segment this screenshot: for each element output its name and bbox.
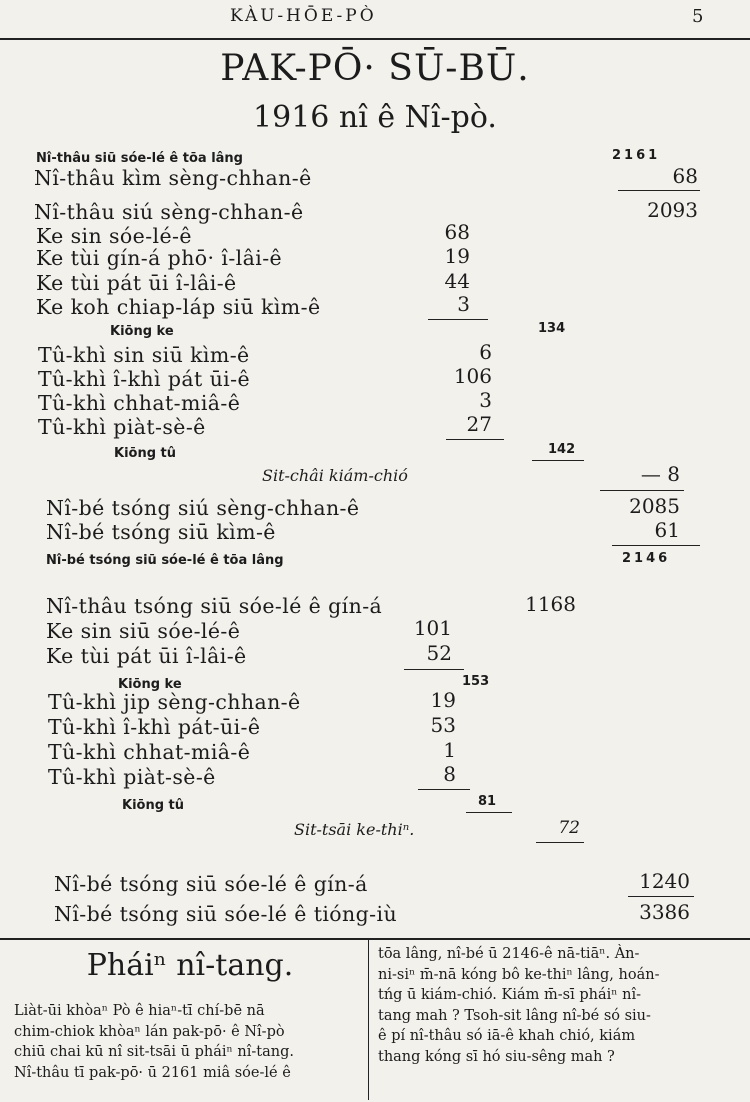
net-value: 72 xyxy=(558,818,580,838)
article-line: tōa lâng, nî-bé ū 2146-ê nā-tiāⁿ. Àn- xyxy=(378,946,640,962)
row-label: Tû-khì chhat-miâ-ê xyxy=(48,740,251,764)
row-value: 2093 xyxy=(647,198,698,222)
row-value: 68 xyxy=(672,164,698,188)
row-label: Tû-khì î-khì pát-ūi-ê xyxy=(48,715,261,739)
net-label: Sit-châi kiám-chió xyxy=(262,466,408,485)
row-label: Ke tùi pát ūi î-lâi-ê xyxy=(46,644,247,668)
row-label: Nî-bé tsóng siū sóe-lé ê tióng-iù xyxy=(54,902,398,926)
row-label: Nî-thâu siū sóe-lé ê tōa lâng xyxy=(36,151,243,166)
row-value: 8 xyxy=(443,762,456,786)
total-label: Nî-bé tsóng siū sóe-lé ê tōa lâng xyxy=(46,553,284,568)
subtotal-label: Kiōng tû xyxy=(114,446,177,461)
sum-rule xyxy=(612,545,700,546)
subtitle: 1916 nî ê Nî-pò. xyxy=(253,100,497,135)
article-line: chiū chai kū nî sit-tsāi ū pháiⁿ nî-tang. xyxy=(14,1044,294,1060)
article-column-right xyxy=(378,944,734,1067)
row-value: 1168 xyxy=(525,592,576,616)
row-value: 1 xyxy=(443,738,456,762)
row-label: Nî-thâu kìm sèng-chhan-ê xyxy=(34,166,312,190)
subtotal-label: Kiōng ke xyxy=(118,677,182,692)
row-value: 101 xyxy=(413,616,452,640)
section-rule xyxy=(0,938,750,940)
row-value: 61 xyxy=(654,518,680,542)
article-line: Nî-thâu tī pak-pō· ū 2161 miâ sóe-lé ê xyxy=(14,1064,291,1081)
sum-rule xyxy=(628,896,694,897)
row-value: 53 xyxy=(430,713,456,737)
row-value: 2161 xyxy=(612,148,661,163)
article-line: thang kóng sī hó siu-sêng mah ? xyxy=(378,1048,615,1065)
row-label: Nî-bé tsóng siú sèng-chhan-ê xyxy=(46,496,360,520)
sum-rule xyxy=(600,490,684,491)
row-label: Nî-thâu siú sèng-chhan-ê xyxy=(34,200,304,224)
row-label: Nî-bé tsóng siū sóe-lé ê gín-á xyxy=(54,872,368,896)
row-value: 52 xyxy=(426,641,452,665)
row-label: Tû-khì î-khì pát ūi-ê xyxy=(38,367,250,391)
row-value: 3 xyxy=(479,388,492,412)
row-label: Ke sin siū sóe-lé-ê xyxy=(46,619,241,643)
article-line: tńg ū kiám-chió. Kiám m̄-sī pháiⁿ nî- xyxy=(378,987,641,1003)
row-value: 1240 xyxy=(639,869,690,893)
subtotal-value: 142 xyxy=(548,442,576,457)
article-line: ni-siⁿ m̄-nā kóng bô ke-thiⁿ lâng, hoán- xyxy=(378,966,660,983)
subtotal-value: 81 xyxy=(478,794,497,809)
sum-rule xyxy=(446,439,504,440)
sum-rule xyxy=(404,669,464,670)
running-header: KÀU-HŌE-PÒ xyxy=(230,6,377,26)
net-label: Sit-tsāi ke-thiⁿ. xyxy=(294,820,415,839)
sum-rule xyxy=(532,460,584,461)
subtotal-value: 153 xyxy=(462,674,490,689)
article-line: ê pí nî-thâu só iā-ê khah chió, kiám xyxy=(378,1028,636,1044)
page-number: 5 xyxy=(692,6,704,27)
subtotal-label: Kiōng ke xyxy=(110,324,174,339)
row-label: Ke tùi pát ūi î-lâi-ê xyxy=(36,271,237,295)
row-label: Ke koh chiap-láp siū kìm-ê xyxy=(36,295,321,319)
row-label: Tû-khì jip sèng-chhan-ê xyxy=(48,690,301,714)
row-value: 19 xyxy=(430,688,456,712)
article-line: chim-chiok khòaⁿ lán pak-pō· ê Nî-pò xyxy=(14,1023,285,1040)
article-line: Liàt-ūi khòaⁿ Pò ê hiaⁿ-tī chí-bē nā xyxy=(14,1003,265,1019)
article-line: tang mah ? Tsoh-sit lâng nî-bé só siu- xyxy=(378,1007,651,1024)
row-label: Nî-thâu tsóng siū sóe-lé ê gín-á xyxy=(46,594,383,618)
row-label: Tû-khì sin siū kìm-ê xyxy=(38,343,250,367)
article-column-left xyxy=(14,1001,360,1083)
row-value: 44 xyxy=(444,269,470,293)
row-value: 3 xyxy=(457,292,470,316)
row-value: 27 xyxy=(466,412,492,436)
article-title: Pháiⁿ nî-tang. xyxy=(86,948,294,983)
row-value: 106 xyxy=(453,364,492,388)
sum-rule xyxy=(536,842,584,843)
total-value: 2146 xyxy=(622,551,671,566)
header-rule xyxy=(0,38,750,40)
row-label: Tû-khì piàt-sè-ê xyxy=(48,765,216,789)
sum-rule xyxy=(428,319,488,320)
row-label: Tû-khì chhat-miâ-ê xyxy=(38,391,241,415)
main-title: PAK-PŌ· SŪ-BŪ. xyxy=(220,48,530,89)
subtotal-value: 134 xyxy=(538,321,566,336)
row-value: 68 xyxy=(444,220,470,244)
row-value: 6 xyxy=(479,340,492,364)
row-label: Nî-bé tsóng siū kìm-ê xyxy=(46,520,276,544)
row-label: Ke sin sóe-lé-ê xyxy=(36,224,192,248)
row-label: Ke tùi gín-á phō· î-lâi-ê xyxy=(36,246,283,270)
sum-rule xyxy=(418,789,470,790)
sum-rule xyxy=(618,190,700,191)
column-rule xyxy=(368,940,369,1100)
row-label: Tû-khì piàt-sè-ê xyxy=(38,415,206,439)
sum-rule xyxy=(466,812,512,813)
row-value: 19 xyxy=(444,244,470,268)
net-value: — 8 xyxy=(640,462,680,486)
subtotal-label: Kiōng tû xyxy=(122,798,185,813)
row-value: 2085 xyxy=(629,494,680,518)
row-value: 3386 xyxy=(639,900,690,924)
